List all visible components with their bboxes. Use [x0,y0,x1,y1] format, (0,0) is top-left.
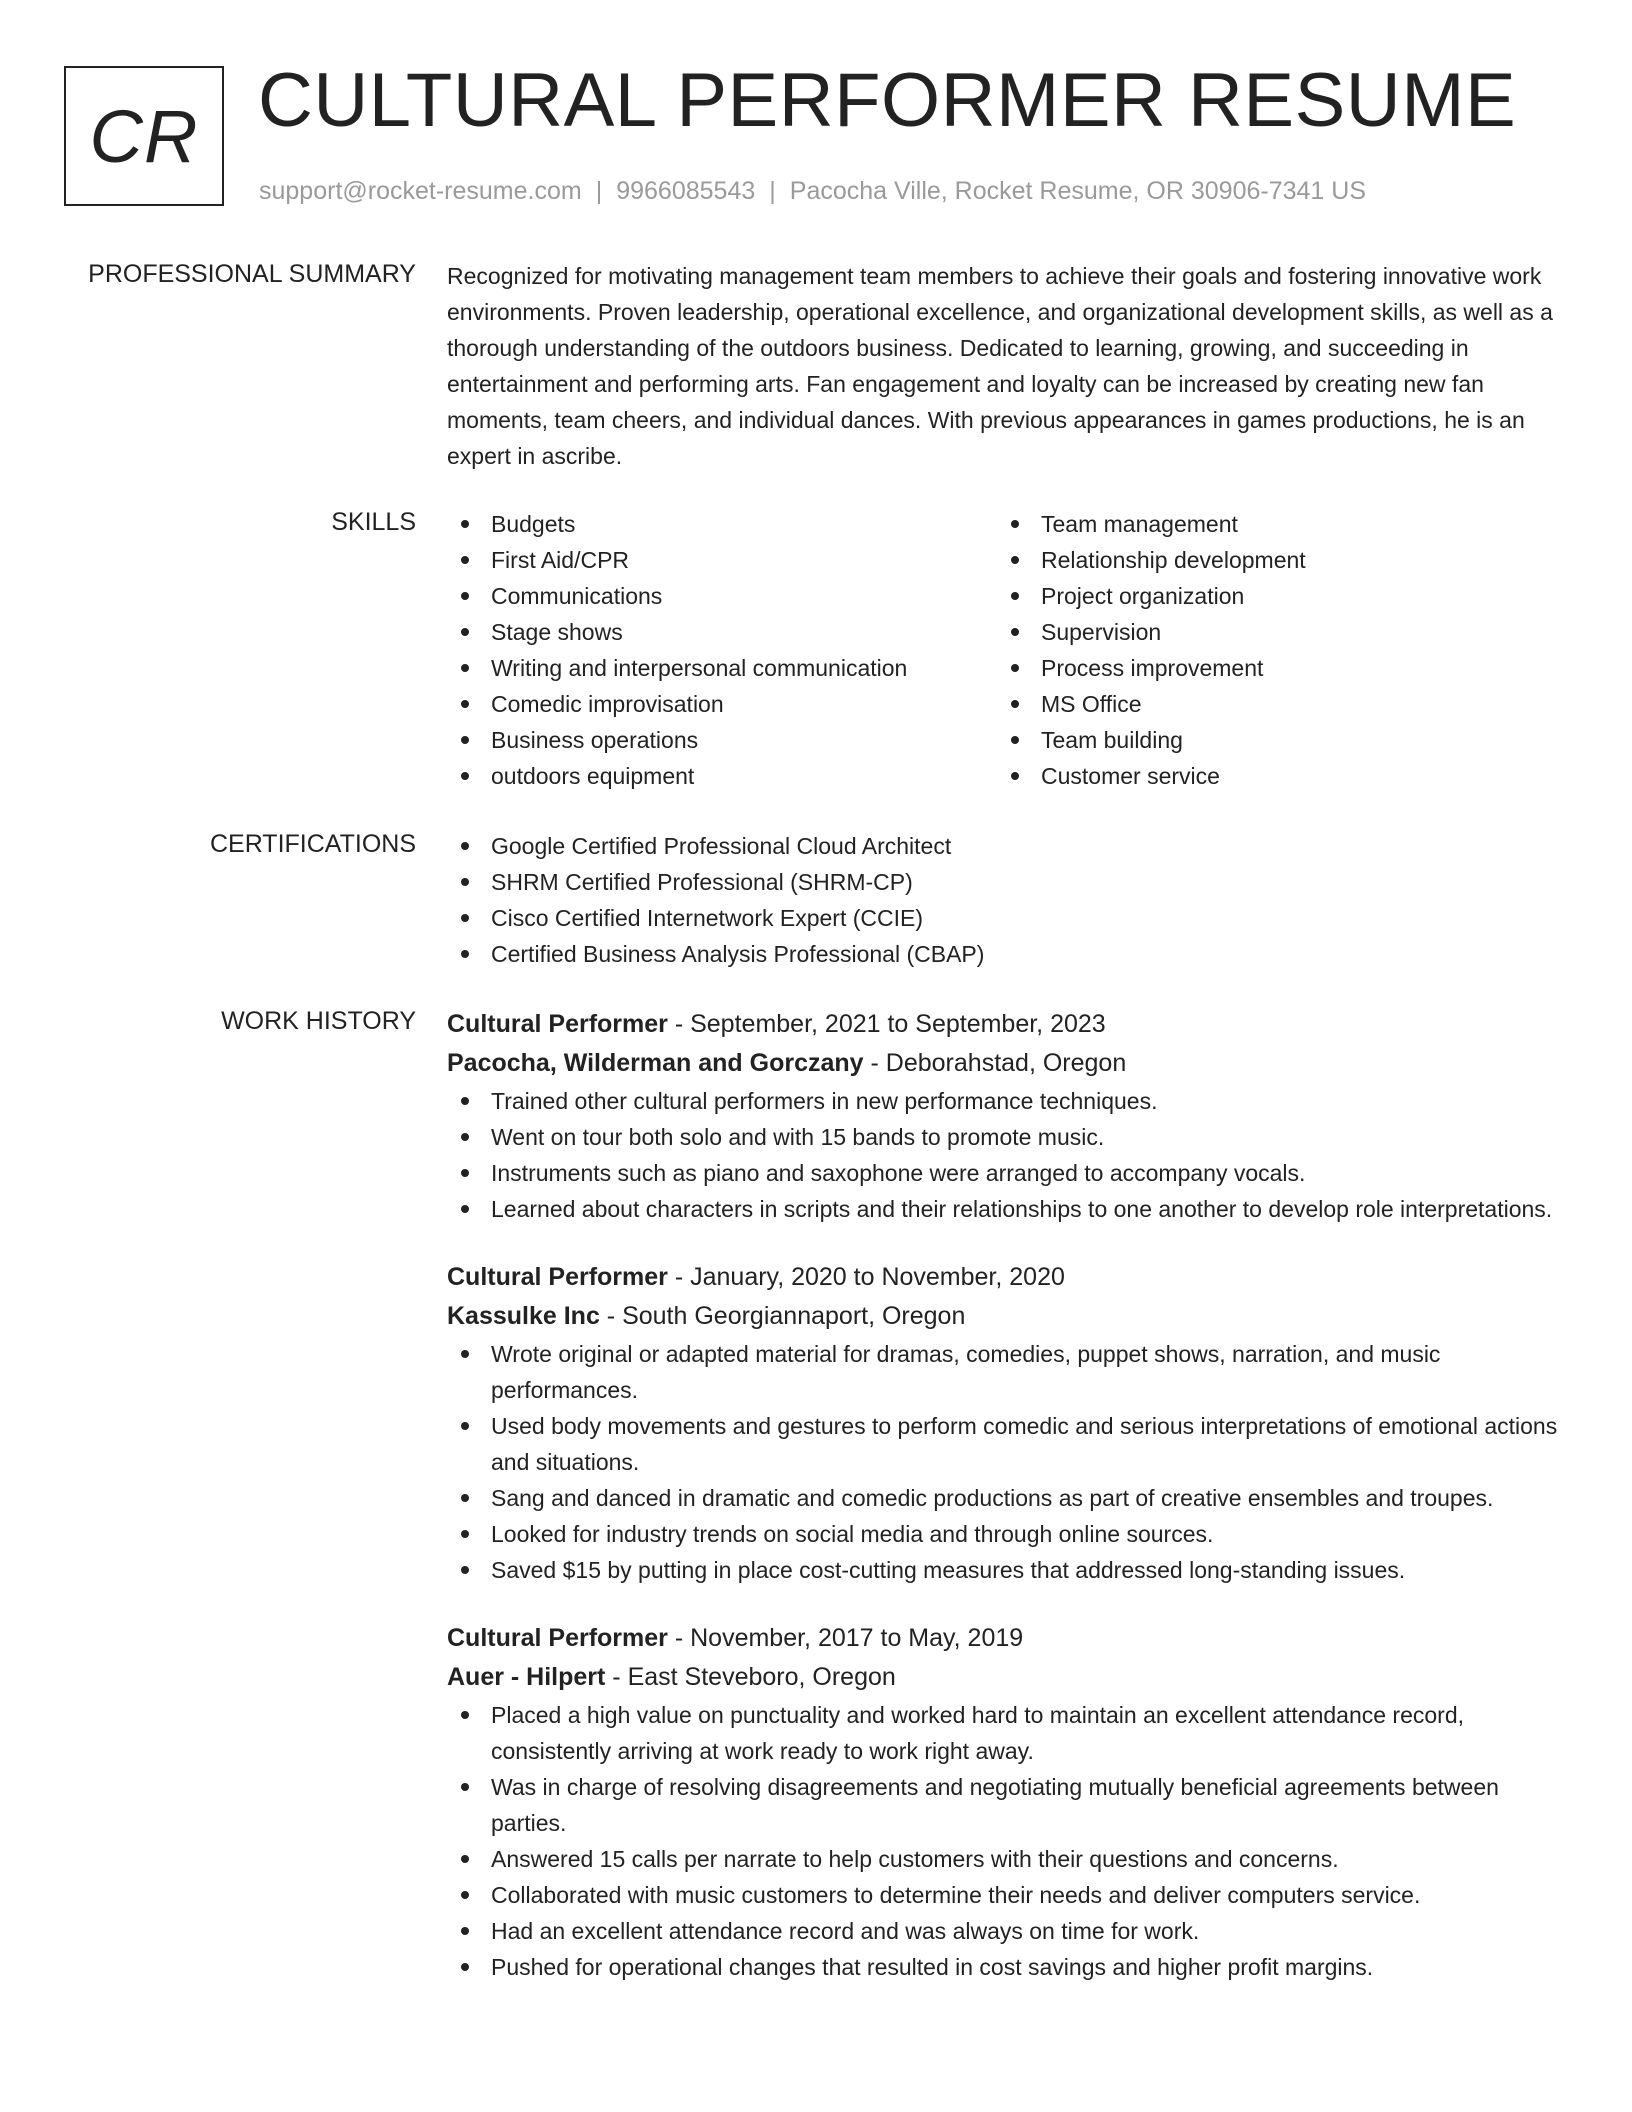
skill-item: MS Office [997,686,1547,722]
monogram-badge [64,66,224,206]
job-duty-item: Trained other cultural performers in new performance techniques. [447,1083,1567,1119]
skill-item: outdoors equipment [447,758,997,794]
certification-item: SHRM Certified Professional (SHRM-CP) [447,864,1567,900]
job-duty-item: Saved $15 by putting in place cost-cutting measures that addressed long-standing issues. [447,1552,1567,1588]
job-company-line [447,1297,1567,1336]
summary-text: Recognized for motivating management team members to achieve their goals and fostering innovative work environments. Proven leadership, operational excellence, and organizational development skills, as well as a thorough understanding of the outdoors business. Dedicated to learning, growing, and succeeding in entertainment and performing arts. Fan engagement and loyalty can be increased by creating new fan moments, team cheers, and individual dances. With previous appearances in games productions, he is an expert in ascribe. [447,263,1553,469]
skill-item: Customer service [997,758,1547,794]
summary-heading: PROFESSIONAL SUMMARY [88,260,416,288]
skill-item: Relationship development [997,542,1547,578]
job-dates: - November, 2017 to May, 2019 [667,1624,1024,1652]
skills-list-right [997,506,1547,794]
skill-item: Project organization [997,578,1547,614]
contact-line [259,176,1366,206]
job-title-line [447,1258,1567,1297]
job-duty-item: Used body movements and gestures to perform comedic and serious interpretations of emotional actions and situations. [447,1408,1567,1480]
certifications-heading: CERTIFICATIONS [209,830,416,858]
job-duty-item: Answered 15 calls per narrate to help customers with their questions and concerns. [447,1841,1567,1877]
job-location: - East Steveboro, Oregon [605,1663,896,1691]
certification-item: Cisco Certified Internetwork Expert (CCIE) [447,900,1567,936]
skill-item: Comedic improvisation [447,686,997,722]
job-company: Auer - Hilpert [447,1663,606,1691]
job-duty-item: Was in charge of resolving disagreements and negotiating mutually beneficial agreements between parties. [447,1769,1567,1841]
job-duty-item: Sang and danced in dramatic and comedic productions as part of creative ensembles and troupes. [447,1480,1567,1516]
certification-item: Certified Business Analysis Professional (CBAP) [447,936,1567,972]
skill-item: First Aid/CPR [447,542,997,578]
job-dates: - September, 2021 to September, 2023 [667,1010,1106,1038]
job-role: Cultural Performer [447,1624,668,1652]
job-dates: - January, 2020 to November, 2020 [667,1263,1065,1291]
skill-item: Team management [997,506,1547,542]
skill-item: Budgets [447,506,997,542]
job-duty-item: Went on tour both solo and with 15 bands to promote music. [447,1119,1567,1155]
job-company-line [447,1658,1567,1697]
job-location: - Deborahstad, Oregon [863,1049,1127,1077]
certifications-list [447,828,1567,972]
job-title-line [447,1619,1567,1658]
skill-item: Communications [447,578,997,614]
job-location: - South Georgiannaport, Oregon [599,1302,966,1330]
job-duty-item: Collaborated with music customers to determine their needs and deliver computers service. [447,1877,1567,1913]
job-company: Kassulke Inc [447,1302,600,1330]
skill-item: Team building [997,722,1547,758]
job-duty-item: Instruments such as piano and saxophone were arranged to accompany vocals. [447,1155,1567,1191]
skills-list-left [447,506,997,794]
job-duties-list [447,1083,1567,1227]
skills-heading: SKILLS [331,508,416,536]
job-company: Pacocha, Wilderman and Gorczany [447,1049,864,1077]
job-company-line [447,1044,1567,1083]
contact-email[interactable]: support@rocket-resume.com [259,177,582,205]
work-history-heading: WORK HISTORY [221,1007,416,1035]
skill-item: Business operations [447,722,997,758]
contact-address: Pacocha Ville, Rocket Resume, OR 30906-7341 US [789,177,1366,205]
job-entry [447,1005,1567,1227]
job-duty-item: Wrote original or adapted material for dramas, comedies, puppet shows, narration, and music performances. [447,1336,1567,1408]
job-duties-list [447,1336,1567,1588]
certification-item: Google Certified Professional Cloud Architect [447,828,1567,864]
job-duty-item: Learned about characters in scripts and their relationships to one another to develop role interpretations. [447,1191,1567,1227]
job-title-line [447,1005,1567,1044]
job-role: Cultural Performer [447,1263,668,1291]
job-duty-item: Looked for industry trends on social media and through online sources. [447,1516,1567,1552]
job-entry [447,1258,1567,1588]
skill-item: Stage shows [447,614,997,650]
contact-phone[interactable]: 9966085543 [616,177,756,205]
resume-title: CULTURAL PERFORMER RESUME [258,58,1517,143]
work-history-list [447,1005,1567,2016]
job-duty-item: Pushed for operational changes that resulted in cost savings and higher profit margins. [447,1949,1567,1985]
contact-separator: | [769,177,776,205]
job-role: Cultural Performer [447,1010,668,1038]
job-duty-item: Had an excellent attendance record and was always on time for work. [447,1913,1567,1949]
job-duties-list [447,1697,1567,1985]
skill-item: Writing and interpersonal communication [447,650,997,686]
job-entry [447,1619,1567,1985]
job-duty-item: Placed a high value on punctuality and worked hard to maintain an excellent attendance record, consistently arriving at work ready to work right away. [447,1697,1567,1769]
monogram-text: CR [89,94,199,178]
skill-item: Supervision [997,614,1547,650]
contact-separator: | [595,177,603,205]
skill-item: Process improvement [997,650,1547,686]
